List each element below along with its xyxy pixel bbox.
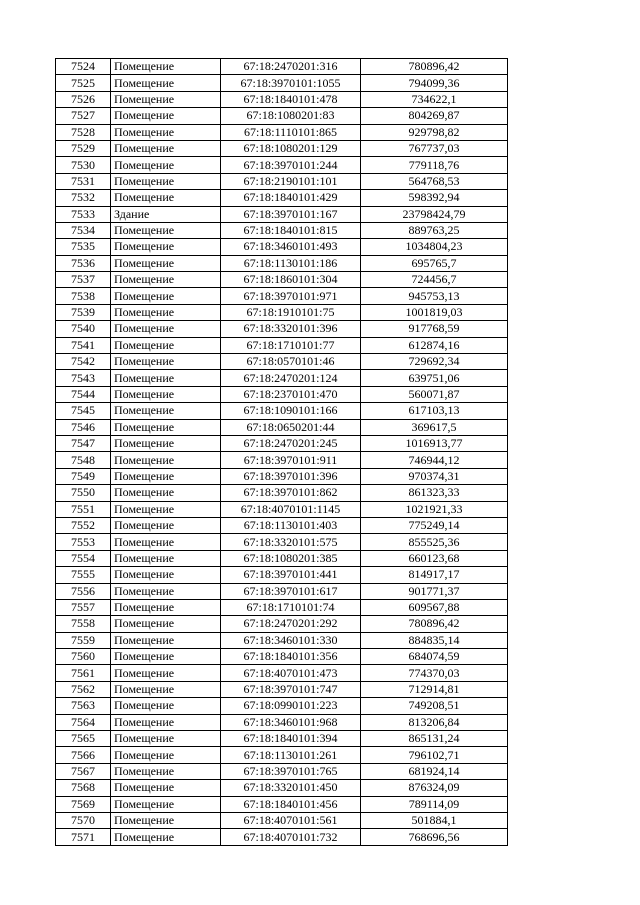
object-type-cell: Помещение xyxy=(111,501,221,517)
object-type-cell: Помещение xyxy=(111,157,221,173)
cadastral-value-cell: 780896,42 xyxy=(361,59,508,75)
cadastral-number-cell: 67:18:1840101:394 xyxy=(221,731,361,747)
cadastral-value-cell: 746944,12 xyxy=(361,452,508,468)
cadastral-value-cell: 794099,36 xyxy=(361,75,508,91)
table-row xyxy=(56,567,508,583)
object-type-cell: Помещение xyxy=(111,91,221,107)
table-row xyxy=(56,599,508,615)
cadastral-number-cell: 67:18:4070101:1145 xyxy=(221,501,361,517)
table-row xyxy=(56,288,508,304)
cadastral-number-cell: 67:18:2190101:101 xyxy=(221,173,361,189)
table-row xyxy=(56,190,508,206)
table-row xyxy=(56,780,508,796)
cadastral-value-cell: 560071,87 xyxy=(361,386,508,402)
row-number-cell: 7570 xyxy=(56,812,111,828)
row-number-cell: 7546 xyxy=(56,419,111,435)
row-number-cell: 7540 xyxy=(56,321,111,337)
cadastral-number-cell: 67:18:1130101:403 xyxy=(221,517,361,533)
row-number-cell: 7561 xyxy=(56,665,111,681)
row-number-cell: 7530 xyxy=(56,157,111,173)
object-type-cell: Помещение xyxy=(111,140,221,156)
row-number-cell: 7559 xyxy=(56,632,111,648)
table-row xyxy=(56,370,508,386)
cadastral-number-cell: 67:18:3460101:968 xyxy=(221,714,361,730)
table-row xyxy=(56,747,508,763)
cadastral-value-cell: 1021921,33 xyxy=(361,501,508,517)
object-type-cell: Помещение xyxy=(111,714,221,730)
object-type-cell: Помещение xyxy=(111,59,221,75)
cadastral-number-cell: 67:18:1840101:478 xyxy=(221,91,361,107)
property-registry-table xyxy=(55,58,508,846)
table-row xyxy=(56,583,508,599)
cadastral-value-cell: 796102,71 xyxy=(361,747,508,763)
row-number-cell: 7565 xyxy=(56,731,111,747)
row-number-cell: 7566 xyxy=(56,747,111,763)
row-number-cell: 7537 xyxy=(56,272,111,288)
object-type-cell: Помещение xyxy=(111,304,221,320)
table-row xyxy=(56,731,508,747)
object-type-cell: Помещение xyxy=(111,583,221,599)
cadastral-value-cell: 749208,51 xyxy=(361,698,508,714)
cadastral-value-cell: 609567,88 xyxy=(361,599,508,615)
object-type-cell: Помещение xyxy=(111,452,221,468)
object-type-cell: Помещение xyxy=(111,517,221,533)
row-number-cell: 7539 xyxy=(56,304,111,320)
cadastral-value-cell: 369617,5 xyxy=(361,419,508,435)
row-number-cell: 7526 xyxy=(56,91,111,107)
table-row xyxy=(56,108,508,124)
cadastral-value-cell: 876324,09 xyxy=(361,780,508,796)
table-row xyxy=(56,763,508,779)
object-type-cell: Помещение xyxy=(111,763,221,779)
table-row xyxy=(56,517,508,533)
row-number-cell: 7552 xyxy=(56,517,111,533)
table-row xyxy=(56,59,508,75)
cadastral-number-cell: 67:18:3320101:396 xyxy=(221,321,361,337)
cadastral-number-cell: 67:18:3970101:617 xyxy=(221,583,361,599)
object-type-cell: Помещение xyxy=(111,239,221,255)
table-row xyxy=(56,796,508,812)
cadastral-value-cell: 712914,81 xyxy=(361,681,508,697)
cadastral-number-cell: 67:18:0990101:223 xyxy=(221,698,361,714)
cadastral-number-cell: 67:18:4070101:732 xyxy=(221,829,361,845)
object-type-cell: Помещение xyxy=(111,485,221,501)
cadastral-value-cell: 23798424,79 xyxy=(361,206,508,222)
table-row xyxy=(56,534,508,550)
cadastral-value-cell: 734622,1 xyxy=(361,91,508,107)
table-row xyxy=(56,714,508,730)
row-number-cell: 7556 xyxy=(56,583,111,599)
cadastral-value-cell: 501884,1 xyxy=(361,812,508,828)
cadastral-value-cell: 768696,56 xyxy=(361,829,508,845)
object-type-cell: Помещение xyxy=(111,731,221,747)
cadastral-value-cell: 598392,94 xyxy=(361,190,508,206)
table-row xyxy=(56,75,508,91)
table-row xyxy=(56,501,508,517)
object-type-cell: Помещение xyxy=(111,812,221,828)
cadastral-number-cell: 67:18:4070101:561 xyxy=(221,812,361,828)
cadastral-number-cell: 67:18:2470201:292 xyxy=(221,616,361,632)
row-number-cell: 7532 xyxy=(56,190,111,206)
row-number-cell: 7543 xyxy=(56,370,111,386)
cadastral-number-cell: 67:18:2470201:124 xyxy=(221,370,361,386)
cadastral-value-cell: 617103,13 xyxy=(361,403,508,419)
cadastral-value-cell: 639751,06 xyxy=(361,370,508,386)
table-row xyxy=(56,419,508,435)
cadastral-number-cell: 67:18:1840101:456 xyxy=(221,796,361,812)
cadastral-value-cell: 889763,25 xyxy=(361,222,508,238)
cadastral-number-cell: 67:18:4070101:473 xyxy=(221,665,361,681)
object-type-cell: Помещение xyxy=(111,435,221,451)
cadastral-number-cell: 67:18:3970101:747 xyxy=(221,681,361,697)
cadastral-value-cell: 767737,03 xyxy=(361,140,508,156)
cadastral-value-cell: 813206,84 xyxy=(361,714,508,730)
table-row xyxy=(56,91,508,107)
table-row xyxy=(56,665,508,681)
object-type-cell: Помещение xyxy=(111,124,221,140)
table-row xyxy=(56,829,508,845)
table-row xyxy=(56,124,508,140)
row-number-cell: 7554 xyxy=(56,550,111,566)
cadastral-value-cell: 684074,59 xyxy=(361,649,508,665)
table-row xyxy=(56,140,508,156)
cadastral-value-cell: 1001819,03 xyxy=(361,304,508,320)
cadastral-value-cell: 779118,76 xyxy=(361,157,508,173)
table-row xyxy=(56,222,508,238)
cadastral-number-cell: 67:18:1110101:865 xyxy=(221,124,361,140)
table-body xyxy=(56,59,508,846)
cadastral-number-cell: 67:18:1080201:129 xyxy=(221,140,361,156)
cadastral-value-cell: 789114,09 xyxy=(361,796,508,812)
object-type-cell: Помещение xyxy=(111,599,221,615)
row-number-cell: 7550 xyxy=(56,485,111,501)
cadastral-number-cell: 67:18:3970101:167 xyxy=(221,206,361,222)
object-type-cell: Помещение xyxy=(111,337,221,353)
cadastral-value-cell: 884835,14 xyxy=(361,632,508,648)
cadastral-value-cell: 855525,36 xyxy=(361,534,508,550)
table-row xyxy=(56,698,508,714)
object-type-cell: Помещение xyxy=(111,370,221,386)
object-type-cell: Помещение xyxy=(111,665,221,681)
cadastral-number-cell: 67:18:1710101:74 xyxy=(221,599,361,615)
object-type-cell: Помещение xyxy=(111,534,221,550)
row-number-cell: 7553 xyxy=(56,534,111,550)
cadastral-number-cell: 67:18:1910101:75 xyxy=(221,304,361,320)
object-type-cell: Помещение xyxy=(111,386,221,402)
table-row xyxy=(56,468,508,484)
cadastral-number-cell: 67:18:3970101:396 xyxy=(221,468,361,484)
object-type-cell: Помещение xyxy=(111,468,221,484)
table-row xyxy=(56,681,508,697)
row-number-cell: 7541 xyxy=(56,337,111,353)
object-type-cell: Помещение xyxy=(111,698,221,714)
row-number-cell: 7551 xyxy=(56,501,111,517)
object-type-cell: Помещение xyxy=(111,321,221,337)
object-type-cell: Помещение xyxy=(111,829,221,845)
row-number-cell: 7562 xyxy=(56,681,111,697)
row-number-cell: 7542 xyxy=(56,354,111,370)
cadastral-value-cell: 780896,42 xyxy=(361,616,508,632)
table-row xyxy=(56,354,508,370)
object-type-cell: Помещение xyxy=(111,108,221,124)
row-number-cell: 7527 xyxy=(56,108,111,124)
row-number-cell: 7564 xyxy=(56,714,111,730)
object-type-cell: Помещение xyxy=(111,354,221,370)
row-number-cell: 7524 xyxy=(56,59,111,75)
cadastral-number-cell: 67:18:1840101:429 xyxy=(221,190,361,206)
cadastral-number-cell: 67:18:2370101:470 xyxy=(221,386,361,402)
row-number-cell: 7534 xyxy=(56,222,111,238)
cadastral-number-cell: 67:18:2470201:245 xyxy=(221,435,361,451)
table-row xyxy=(56,255,508,271)
row-number-cell: 7536 xyxy=(56,255,111,271)
row-number-cell: 7569 xyxy=(56,796,111,812)
cadastral-number-cell: 67:18:0570101:46 xyxy=(221,354,361,370)
object-type-cell: Помещение xyxy=(111,222,221,238)
row-number-cell: 7547 xyxy=(56,435,111,451)
table-row xyxy=(56,337,508,353)
object-type-cell: Помещение xyxy=(111,419,221,435)
object-type-cell: Помещение xyxy=(111,747,221,763)
cadastral-number-cell: 67:18:2470201:316 xyxy=(221,59,361,75)
row-number-cell: 7571 xyxy=(56,829,111,845)
object-type-cell: Помещение xyxy=(111,632,221,648)
cadastral-number-cell: 67:18:3970101:1055 xyxy=(221,75,361,91)
cadastral-value-cell: 729692,34 xyxy=(361,354,508,370)
row-number-cell: 7560 xyxy=(56,649,111,665)
object-type-cell: Помещение xyxy=(111,796,221,812)
object-type-cell: Помещение xyxy=(111,403,221,419)
table-row xyxy=(56,272,508,288)
cadastral-number-cell: 67:18:1130101:261 xyxy=(221,747,361,763)
table-row xyxy=(56,321,508,337)
cadastral-value-cell: 660123,68 xyxy=(361,550,508,566)
object-type-cell: Помещение xyxy=(111,780,221,796)
cadastral-value-cell: 1034804,23 xyxy=(361,239,508,255)
row-number-cell: 7545 xyxy=(56,403,111,419)
cadastral-number-cell: 67:18:1080201:83 xyxy=(221,108,361,124)
cadastral-value-cell: 695765,7 xyxy=(361,255,508,271)
object-type-cell: Помещение xyxy=(111,173,221,189)
cadastral-number-cell: 67:18:3460101:330 xyxy=(221,632,361,648)
cadastral-value-cell: 945753,13 xyxy=(361,288,508,304)
cadastral-number-cell: 67:18:3970101:441 xyxy=(221,567,361,583)
object-type-cell: Помещение xyxy=(111,288,221,304)
row-number-cell: 7563 xyxy=(56,698,111,714)
table-row xyxy=(56,485,508,501)
object-type-cell: Помещение xyxy=(111,567,221,583)
cadastral-number-cell: 67:18:3970101:971 xyxy=(221,288,361,304)
row-number-cell: 7557 xyxy=(56,599,111,615)
object-type-cell: Помещение xyxy=(111,272,221,288)
cadastral-value-cell: 681924,14 xyxy=(361,763,508,779)
cadastral-value-cell: 774370,03 xyxy=(361,665,508,681)
cadastral-number-cell: 67:18:1090101:166 xyxy=(221,403,361,419)
row-number-cell: 7529 xyxy=(56,140,111,156)
object-type-cell: Помещение xyxy=(111,649,221,665)
cadastral-number-cell: 67:18:3970101:765 xyxy=(221,763,361,779)
row-number-cell: 7528 xyxy=(56,124,111,140)
cadastral-value-cell: 865131,24 xyxy=(361,731,508,747)
row-number-cell: 7525 xyxy=(56,75,111,91)
row-number-cell: 7531 xyxy=(56,173,111,189)
object-type-cell: Помещение xyxy=(111,75,221,91)
table-row xyxy=(56,403,508,419)
cadastral-number-cell: 67:18:3970101:244 xyxy=(221,157,361,173)
object-type-cell: Здание xyxy=(111,206,221,222)
table-row xyxy=(56,239,508,255)
table-row xyxy=(56,304,508,320)
row-number-cell: 7535 xyxy=(56,239,111,255)
table-row xyxy=(56,206,508,222)
cadastral-number-cell: 67:18:1710101:77 xyxy=(221,337,361,353)
cadastral-value-cell: 612874,16 xyxy=(361,337,508,353)
cadastral-value-cell: 861323,33 xyxy=(361,485,508,501)
row-number-cell: 7548 xyxy=(56,452,111,468)
cadastral-number-cell: 67:18:3320101:575 xyxy=(221,534,361,550)
cadastral-value-cell: 814917,17 xyxy=(361,567,508,583)
cadastral-number-cell: 67:18:1860101:304 xyxy=(221,272,361,288)
cadastral-value-cell: 564768,53 xyxy=(361,173,508,189)
table-row xyxy=(56,812,508,828)
cadastral-number-cell: 67:18:3970101:911 xyxy=(221,452,361,468)
table-row xyxy=(56,632,508,648)
row-number-cell: 7544 xyxy=(56,386,111,402)
object-type-cell: Помещение xyxy=(111,616,221,632)
cadastral-number-cell: 67:18:3460101:493 xyxy=(221,239,361,255)
cadastral-value-cell: 804269,87 xyxy=(361,108,508,124)
cadastral-value-cell: 775249,14 xyxy=(361,517,508,533)
row-number-cell: 7549 xyxy=(56,468,111,484)
table-row xyxy=(56,173,508,189)
object-type-cell: Помещение xyxy=(111,550,221,566)
cadastral-number-cell: 67:18:1840101:815 xyxy=(221,222,361,238)
table-row xyxy=(56,649,508,665)
cadastral-number-cell: 67:18:1130101:186 xyxy=(221,255,361,271)
row-number-cell: 7555 xyxy=(56,567,111,583)
cadastral-value-cell: 724456,7 xyxy=(361,272,508,288)
object-type-cell: Помещение xyxy=(111,255,221,271)
row-number-cell: 7568 xyxy=(56,780,111,796)
cadastral-value-cell: 929798,82 xyxy=(361,124,508,140)
object-type-cell: Помещение xyxy=(111,190,221,206)
row-number-cell: 7533 xyxy=(56,206,111,222)
cadastral-number-cell: 67:18:1080201:385 xyxy=(221,550,361,566)
cadastral-number-cell: 67:18:1840101:356 xyxy=(221,649,361,665)
table-row xyxy=(56,157,508,173)
object-type-cell: Помещение xyxy=(111,681,221,697)
table-row xyxy=(56,550,508,566)
table-row xyxy=(56,435,508,451)
row-number-cell: 7567 xyxy=(56,763,111,779)
cadastral-number-cell: 67:18:0650201:44 xyxy=(221,419,361,435)
cadastral-value-cell: 901771,37 xyxy=(361,583,508,599)
table-row xyxy=(56,386,508,402)
cadastral-value-cell: 970374,31 xyxy=(361,468,508,484)
cadastral-value-cell: 917768,59 xyxy=(361,321,508,337)
row-number-cell: 7558 xyxy=(56,616,111,632)
table-row xyxy=(56,452,508,468)
table-row xyxy=(56,616,508,632)
cadastral-number-cell: 67:18:3320101:450 xyxy=(221,780,361,796)
cadastral-number-cell: 67:18:3970101:862 xyxy=(221,485,361,501)
cadastral-value-cell: 1016913,77 xyxy=(361,435,508,451)
row-number-cell: 7538 xyxy=(56,288,111,304)
